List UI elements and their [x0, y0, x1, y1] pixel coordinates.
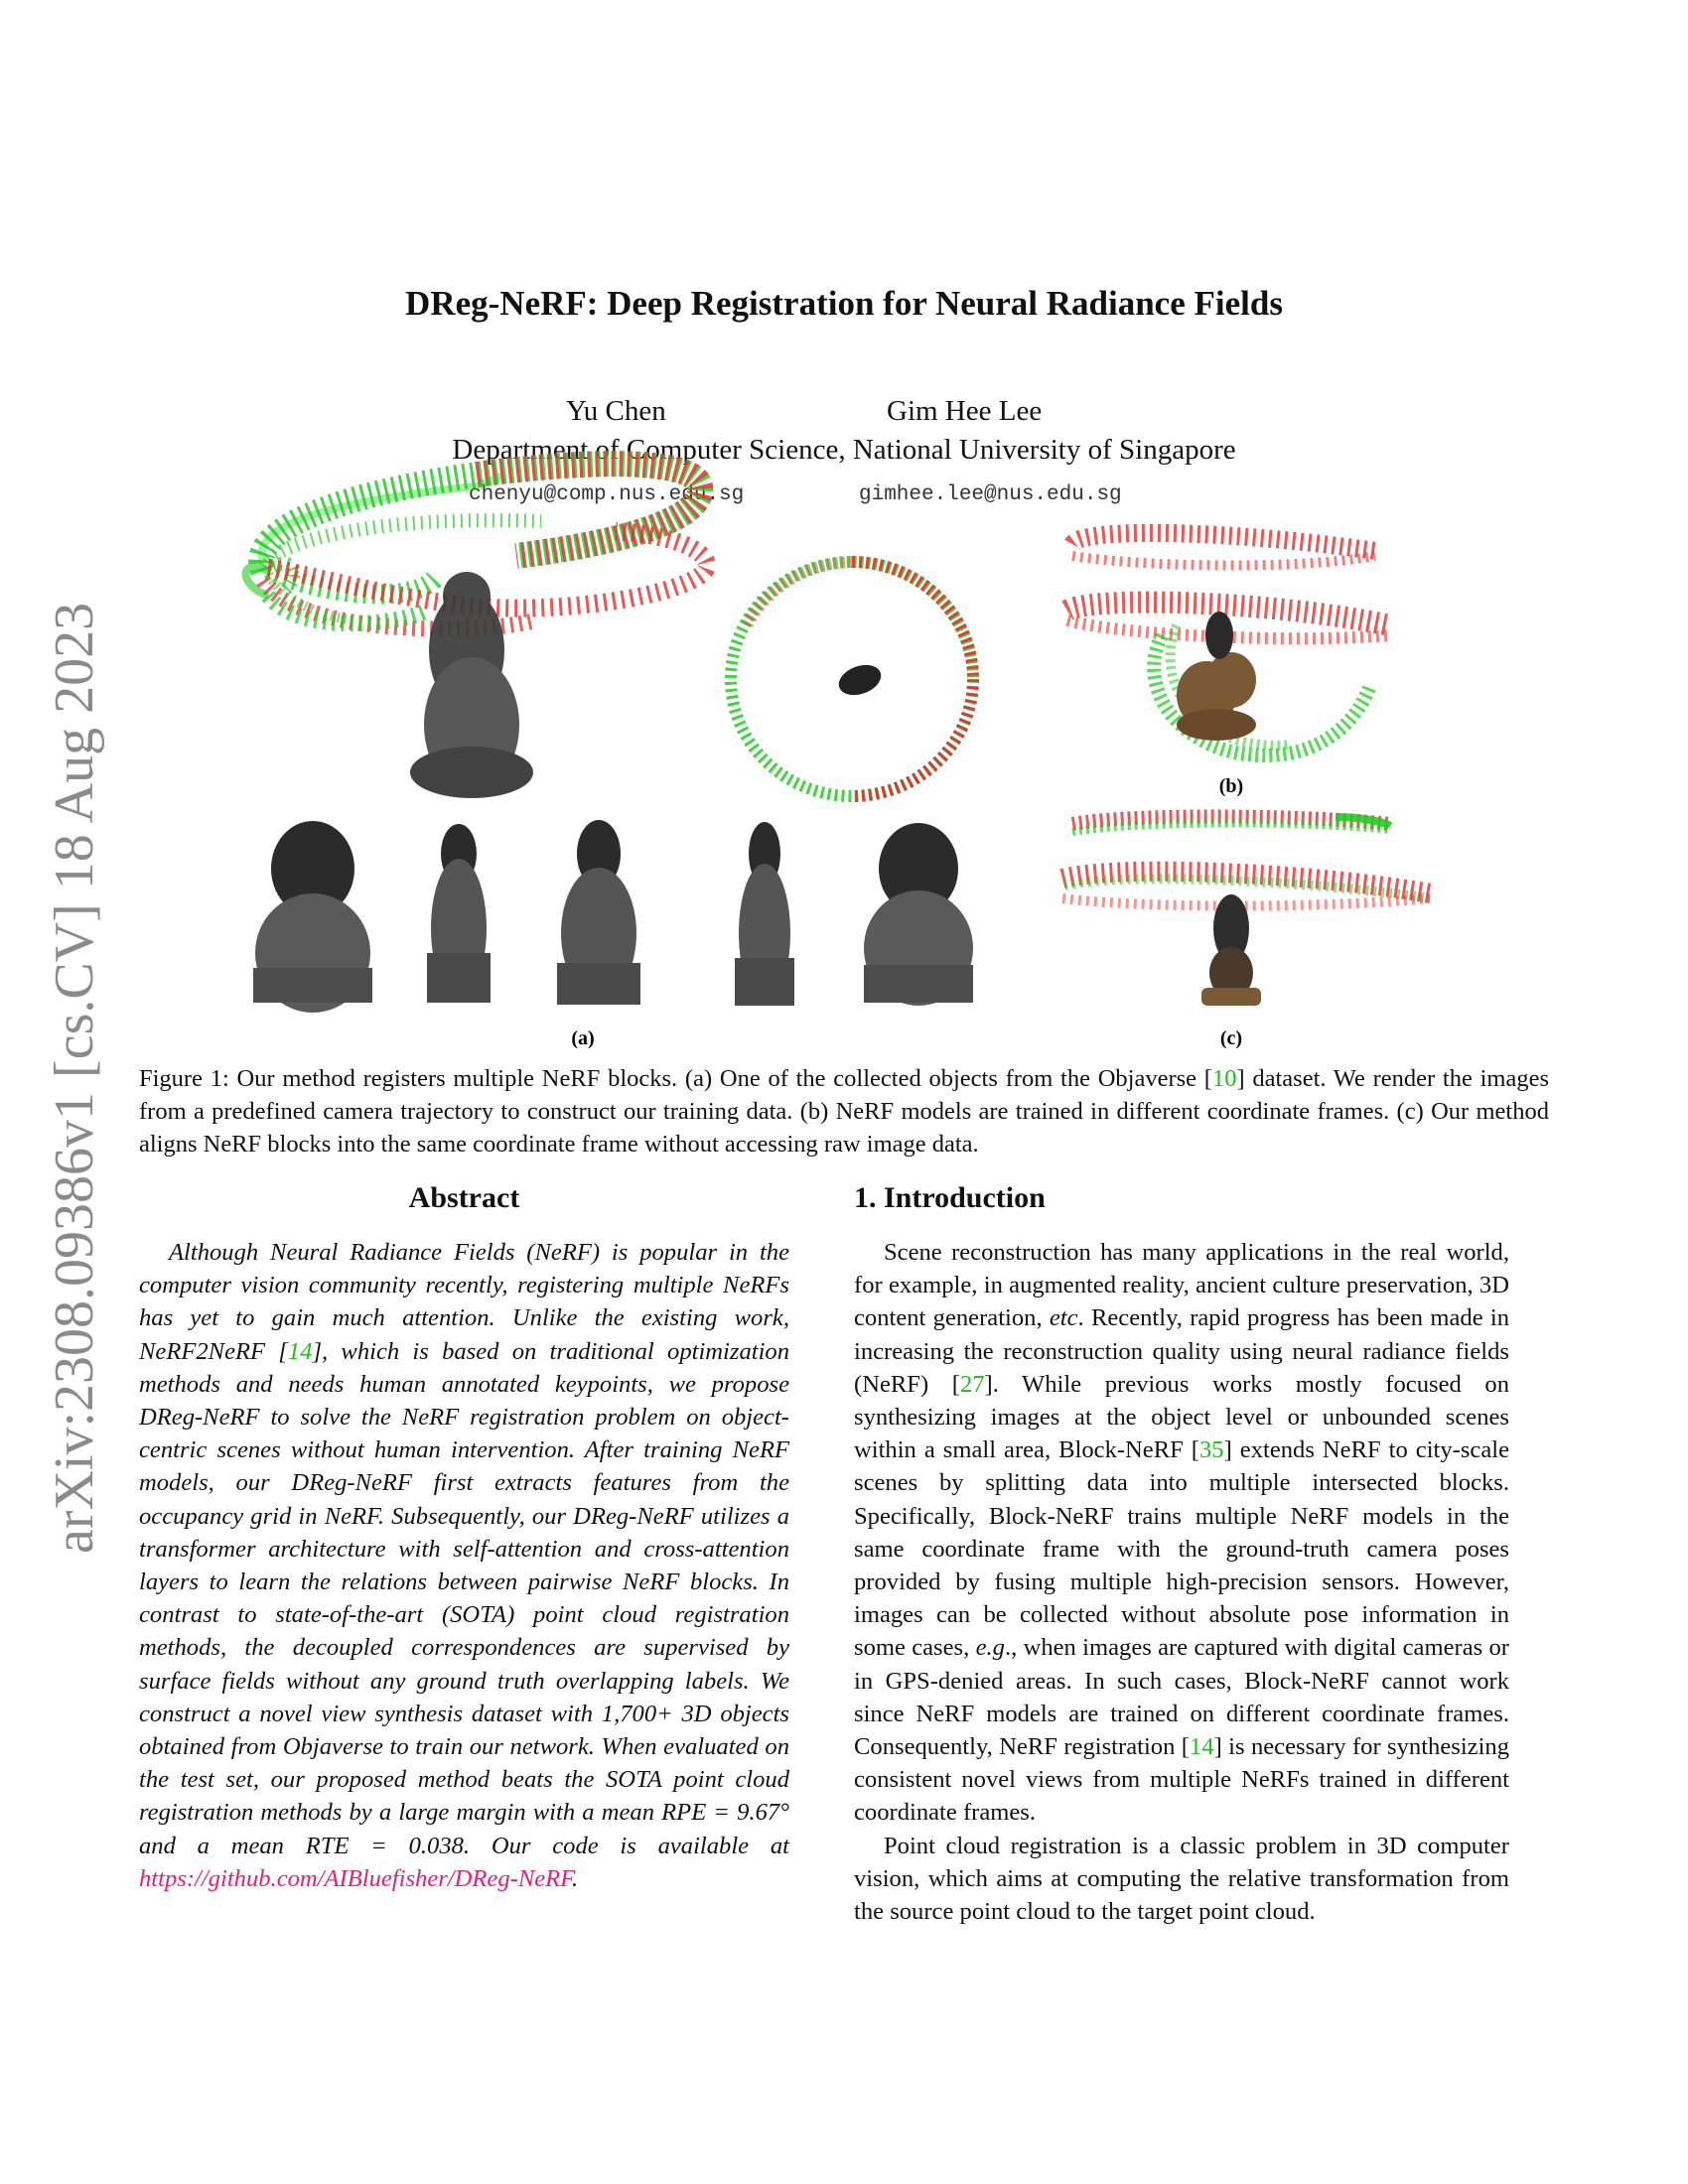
figure-a-ring	[731, 562, 973, 796]
abstract-heading: Abstract	[408, 1181, 520, 1214]
intro-paragraph: Scene reconstruction has many applications in the real world, for example, in augmented reality, ancient culture preservation, 3D content generation, etc. Recently, rapid progress has been made in increasing the reconstruction quality using neural radiance fields (NeRF) [27]. While previous works mostly focused on synthesizing images at the object level or unbounded scenes within a small area, Block-NeRF [35] extends NeRF to city-scale scenes by splitting data into multiple intersected blocks. Specifically, Block-NeRF trains multiple NeRF models in the same coordinate frame with the ground-truth camera poses provided by fusing multiple high-precision sensors. However, images can be collected without absolute pose information in some cases, e.g., when images are captured with digital cameras or in GPS-denied areas. In such cases, Block-NeRF cannot work since NeRF models are trained on different coordinate frames. Consequently, NeRF registration [14] is necessary for synthesizing consistent novel views from multiple NeRFs trained in different coordinate frames.	[854, 1239, 1510, 1827]
affiliation: Department of Computer Science, National University of Singapore	[452, 434, 1236, 466]
figure-a-trajectory	[246, 464, 707, 798]
figure-1	[0, 0, 1688, 1052]
figure-label-c: (c)	[1219, 1027, 1243, 1049]
code-url-link[interactable]: https://github.com/AIBluefisher/DReg-NeRF	[139, 1864, 573, 1892]
arxiv-sidebar-id: arXiv:2308.09386v1 [cs.CV] 18 Aug 2023	[44, 602, 105, 1554]
figure-caption: Figure 1: Our method registers multiple NeRF blocks. (a) One of the collected objects from the Objaverse [10] dataset. We render the images from a predefined camera trajectory to construct our training data. (b) NeRF models are trained in different coordinate frames. (c) Our method aligns NeRF blocks into the same coordinate frame without accessing raw image data.	[139, 1065, 1550, 1158]
paper-title: DReg-NeRF: Deep Registration for Neural Radiance Fields	[405, 284, 1283, 323]
citation-link[interactable]: 35	[1199, 1436, 1224, 1464]
figure-c-aligned	[1062, 816, 1430, 1006]
intro-heading: 1. Introduction	[854, 1181, 1046, 1214]
intro-paragraph: Point cloud registration is a classic problem in 3D computer vision, which aims at computing the relative transformation from the source point cloud to the target point cloud.	[854, 1832, 1509, 1926]
author-email: gimhee.lee@nus.edu.sg	[859, 483, 1122, 506]
abstract-body: Although Neural Radiance Fields (NeRF) is popular in the computer vision community recently, registering multiple NeRFs has yet to gain much attention. Unlike the existing work, NeRF2NeRF [14], which is based on traditional optimization methods and needs human annotated keypoints, we propose DReg-NeRF to solve the NeRF registration problem on object-centric scenes without human intervention. After training NeRF models, our DReg-NeRF first extracts features from the occupancy grid in NeRF. Subsequently, our DReg-NeRF utilizes a transformer architecture with self-attention and cross-attention layers to learn the relations between pairwise NeRF blocks. In contrast to state-of-the-art (SOTA) point cloud registration methods, the decoupled correspondences are supervised by surface fields without any ground truth overlapping labels. We construct a novel view synthesis dataset with 1,700+ 3D objects obtained from Objaverse to train our network. When evaluated on the test set, our proposed method beats the SOTA point cloud registration methods by a large margin with a mean RPE = 9.67° and a mean RTE = 0.038. Our code is available at https://github.com/AIBluefisher/DReg-NeRF.	[139, 1239, 790, 1892]
citation-link[interactable]: 27	[959, 1370, 985, 1398]
citation-link[interactable]: 10	[1211, 1065, 1237, 1092]
author-name: Yu Chen	[566, 395, 666, 427]
figure-label-b: (b)	[1218, 775, 1244, 797]
figure-label-a: (a)	[571, 1027, 595, 1049]
author-email: chenyu@comp.nus.edu.sg	[469, 483, 745, 506]
author-name: Gim Hee Lee	[887, 395, 1043, 427]
figure-a-rendered-views	[253, 820, 973, 1013]
citation-link[interactable]: 14	[287, 1337, 313, 1365]
citation-link[interactable]: 14	[1189, 1733, 1214, 1761]
figure-b-trajectories	[1067, 533, 1390, 755]
intro-body	[854, 1236, 1509, 1928]
